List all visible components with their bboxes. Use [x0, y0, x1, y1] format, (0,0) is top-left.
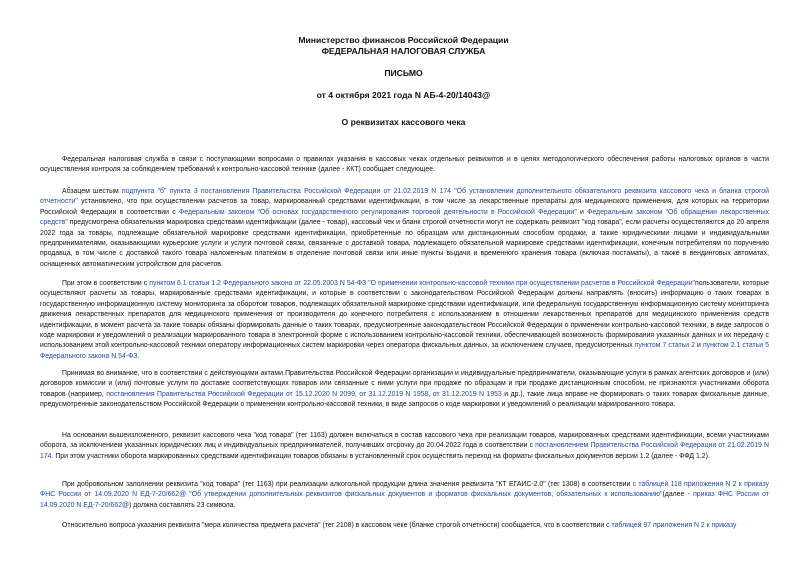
paragraph-marking-exemption — [40, 187, 769, 270]
document-number: от 4 октября 2021 года N АБ-4-20/14043@ — [316, 90, 491, 100]
legal-reference-link[interactable]: от 31.12.2019 N 1958 — [359, 390, 429, 398]
paragraph-text: установлено, что при осуществлении расчетов за товар, маркированный средствами идентификации, в том числе за лекарственные препараты для медицинского применения, для которых на территории Российской Федерации в соответствии с — [40, 198, 769, 216]
legal-reference-link[interactable]: пунктом 7 статьи 2 — [634, 342, 695, 350]
paragraph-text: . При этом участники оборота маркированных средствами идентификации товаров обязаны в установленный срок осуществить переход на форматы фискальных документов версии 1.2 (далее - ФФД 1.2). — [51, 452, 710, 460]
paragraph-text: (далее - — [662, 491, 694, 499]
legal-reference-link[interactable]: пунктом 6.1 статьи 1.2 Федерального закона от 22.05.2003 N 54-ФЗ "О применении контрольно-кассовой техники при осуществлении расчетов в Российской Федерации" — [149, 280, 695, 287]
legal-reference-link[interactable]: постановления Правительства Российской Федерации от 15.12.2020 N 2099 — [106, 390, 355, 398]
legal-reference-link[interactable]: приказ ФНС России от 14.09.2020 N ЕД-7-20/662@ — [40, 491, 769, 509]
legal-reference-link[interactable]: подпункта "б" пункта 3 постановления Правительства Российской Федерации от 21.02.2019 N 174 "Об установлении дополнительного обязательного реквизита кассового чека и бланка строгой отчетности" — [40, 188, 769, 206]
legal-reference-link[interactable]: постановлением Правительства Российской Федерации от 21.02.2019 N 174 — [40, 442, 769, 460]
paragraph-text: Абзацем шестым — [62, 188, 122, 195]
paragraph-text: и — [695, 342, 703, 350]
paragraph-egais — [40, 480, 769, 511]
paragraph-agents — [40, 369, 769, 411]
paragraph-text: . — [137, 352, 140, 360]
legal-reference-link[interactable]: от 31.12.2019 N 1953 — [432, 390, 502, 398]
paragraph-text: и — [576, 208, 588, 216]
document-subject: О реквизитах кассового чека — [341, 117, 466, 127]
paragraph-text: ) должна составлять 23 символа. — [129, 501, 236, 509]
paragraph-54fz-obligations — [40, 279, 769, 362]
paragraph-text: и др.), такие лица вправе не формировать о таких товарах фискальные данные, предусмотренные законодательством Российской Федерации о применении контрольно-кассовой техники, в виде запросов о коде маркировки и уведомлений о реализации маркированного товара. — [40, 390, 769, 409]
paragraph-text: , — [428, 390, 433, 398]
paragraph-text: При этом в соответствии с — [62, 280, 150, 287]
paragraph-conclusion — [40, 431, 769, 462]
legal-reference-link[interactable]: Федеральным законом "Об основах государственного регулирования торговой деятельности в Российской Федерации" — [179, 208, 577, 216]
paragraph-text: При добровольном заполнении реквизита "код товара" (тег 1163) при реализации алкогольной продукции длина значения реквизита "КТ ЕГАИС-2.0" (тег 1308) в соответствии — [62, 481, 633, 488]
ministry-title: Министерство финансов Российской Федерации — [298, 35, 509, 45]
paragraph-text: На основании вышеизложенного, реквизит кассового чека "код товара" (тег 1163) должен включаться в состав кассового чека при реализации товаров, маркированных средствами идентификации, всеми участниками оборота, за исключением указанных юридических лиц и индивидуальных предпринимателей, получивших отсрочку до 20.04.2022 года в соответствии с — [40, 432, 769, 450]
paragraph-text: Федеральная налоговая служба в связи с поступающими вопросами о правилах указания в кассовых чеках отдельных реквизитов и в целях методологического обеспечения работы налоговых органов в части осуществления контроля за соблюдением требований к контрольно-кассовой технике (далее - ККТ) сообщает следующее. — [40, 156, 769, 174]
legal-reference-link[interactable]: Федеральным законом "Об обращении лекарственных средств" — [40, 208, 769, 227]
paragraph-text: Принимая во внимание, что в соответствии с действующими актами Правительства Российской Федерации организации и индивидуальные предприниматели, оказывающие услуги в рамках агентских договоров и (или) договоров комиссии и (или) почтовые услуги по доставке соответствующих товаров или связанные с ними услуги при продаже по образцам и при продаже дистанционным способом, не признаются участниками оборота товаров (например, — [40, 370, 769, 398]
legal-reference-link[interactable]: с таблицей 118 приложения N 2 к приказу ФНС России от 14.09.2020 N ЕД-7-20/662@ "Об утверждении дополнительных реквизитов фискальных документов и форматов фискальных документов, обязательных к использованию" — [40, 481, 769, 499]
paragraph-text: , — [354, 390, 360, 398]
paragraph-text: Относительно вопроса указания реквизита "мера количества предмета расчета" (тег 2108) в кассовом чеке (бланке строгой отчетности) сообщается, что в соответствии с — [62, 522, 612, 529]
paragraph-text: пользователи, которые осуществляют расчеты за товары, маркированные средствами идентификации, и которые в соответствии с законодательством Российской Федерации должны направлять (вносить) информацию о таких товарах в государственную информационную систему мониторинга за оборотом товаров, подлежащих обязательной маркировке средствами идентификации, или федеральную государственную информационную систему мониторинга движения лекарственных препаратов для медицинского применения от производителя до конечного потребителя с использованием в отношении лекарственных препаратов для медицинского применения средств идентификации, в момент расчета за такие товары обязаны формировать данные о таких товарах, предусмотренные законодательством Российской Федерации о применении контрольно-кассовой техники, в виде запросов о коде маркировки и уведомлений о реализации маркированного товара в электронной форме с использованием контрольно-кассовой техники, обеспечивающей возможность формирования указанных данных и их передачу с использованием этой контрольно-кассовой техники оператору информационных систем маркировки через оператора фискальных данных, за исключением случаев, предусмотренных — [40, 280, 769, 350]
paragraph-quantity-measure — [40, 521, 769, 543]
service-title: ФЕДЕРАЛЬНАЯ НАЛОГОВАЯ СЛУЖБА — [321, 46, 486, 56]
document-type: ПИСЬМО — [384, 68, 423, 78]
paragraph-text: предусмотрена обязательная маркировка средствами идентификации (далее - товар), кассовый чек и бланк строгой отчетности могут не содержать реквизит "код товара", если расчеты осуществляются до 20 апреля 2022 года за товары, подлежащие обязательной маркировке средствами идентификации, приобретенные по образцам или дистанционным способом продажи, а также юридическими лицами и индивидуальными предпринимателями, оказывающими курьерские услуги и услуги почтовой связи, связанные с доставкой товара, подлежащего обязательной маркировке средствами идентификации, конечным потребителям по поручению продавца, в том числе с доставкой такого товара наложенным платежом в отделение почтовой связи или иные пункты выдачи и временного хранения товара (включая постаматы), а также в вендинговых автоматах, оснащенных автоматическим устройством для расчетов. — [40, 219, 769, 268]
legal-reference-link[interactable]: пунктом 2.1 статьи 5 Федерального закона N 54-ФЗ — [40, 342, 769, 360]
legal-reference-link[interactable]: таблицей 97 приложения N 2 к приказу — [611, 522, 737, 529]
paragraph-intro — [40, 155, 769, 176]
